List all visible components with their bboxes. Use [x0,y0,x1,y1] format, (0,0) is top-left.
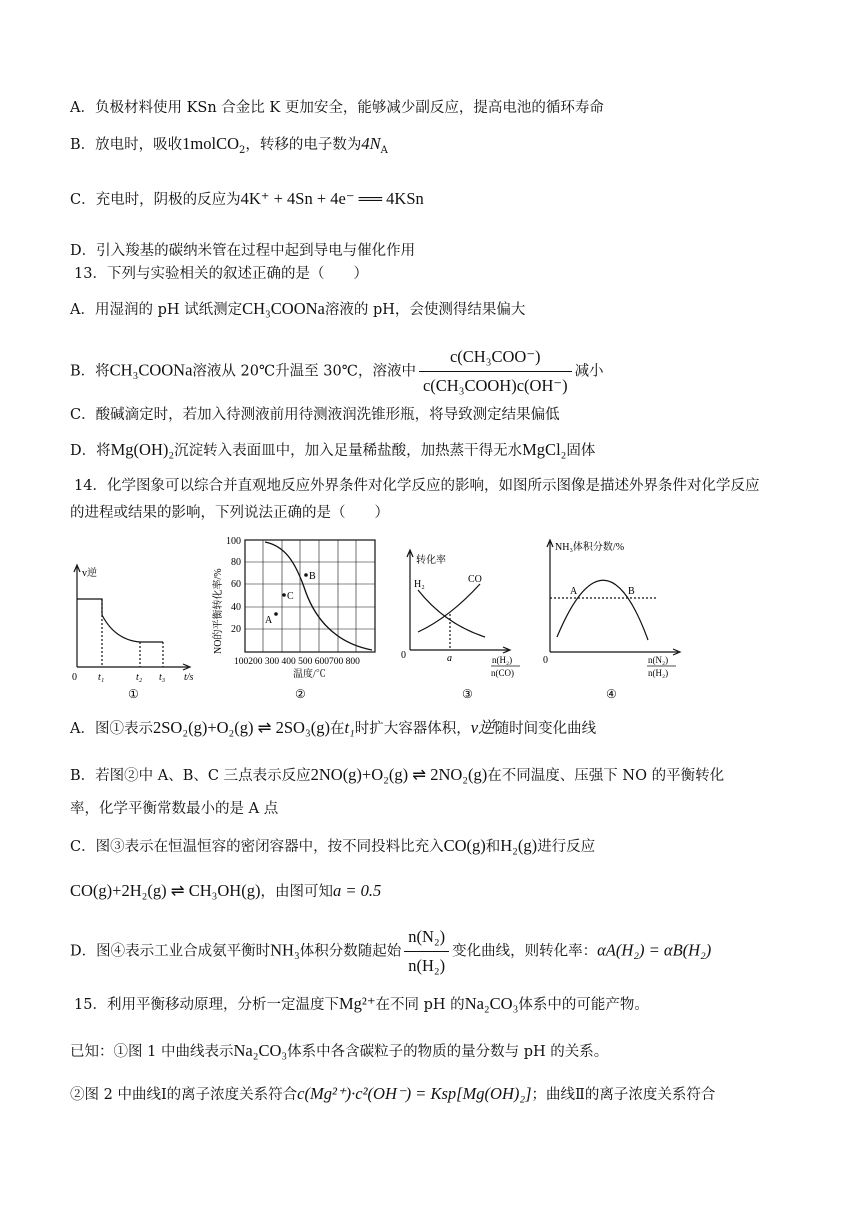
q12-b-pre: B．放电时，吸收 [70,137,183,153]
fig3-curve-h2: H₂ [414,579,425,590]
q14-figures [60,532,800,712]
q14-d-mid2: 变化曲线，则转化率： [452,943,598,960]
q14-b-post: 在不同温度、压强下 NO 的平衡转化 [487,768,725,784]
fig2-label-c: C [287,591,294,602]
q15-stem-pre: 15．利用平衡移动原理，分析一定温度下 [74,997,339,1013]
q13-d-pre: D．将 [70,443,111,459]
q14-a-mid: 在 [329,721,345,737]
fig2-label-b: B [309,571,316,582]
fig4-origin: 0 [543,655,548,666]
q14-option-b [70,764,724,787]
fig2-label-a: A [265,615,273,626]
q14-option-b-line2: 率，化学平衡常数最小的是 A 点 [70,801,279,817]
q14-d-nh3: NH₃ [270,940,300,960]
fig2-ytick-100: 100 [226,536,241,547]
q15-known-post: 体系中各含碳粒子的物质的量分数与 pH 的关系。 [287,1044,609,1060]
q15-known-pre: 已知：①图 1 中曲线表示 [70,1044,234,1060]
fig3-origin: 0 [401,650,406,661]
fig4-point-a: A [570,586,578,597]
fig4-caption: ④ [606,687,617,701]
q14-d-eq: αA(H₂) = αB(H₂) [597,940,712,960]
fig4-point-b: B [628,586,635,597]
fig1-caption: ① [128,687,139,701]
q14-c-conc: ，由图可知 [260,884,333,900]
q12-c-eq: 4K⁺ + 4Sn + 4e⁻ ══ 4KSn [240,189,424,208]
q13-b-num: c(CH₃COO⁻) [419,344,572,372]
q15-stem-mg: Mg²⁺ [338,994,376,1013]
fig1-xlabel: t/s [184,672,194,683]
q12-b-mol: 1molCO [182,134,239,153]
q15-known-na: Na₂CO₃ [233,1041,288,1060]
q14-stem-line1: 14．化学图象可以综合并直观地反应外界条件对化学反应的影响，如图所示图像是描述外界条件对化学反应 [74,478,760,494]
q13-b-fraction [419,344,572,399]
fig2-xlabel: 温度/℃ [293,669,326,680]
q12-option-a: A．负极材料使用 KSn 合金比 K 更加安全，能够减少副反应，提高电池的循环寿命 [70,100,604,116]
q14-d-den: n(H₂) [408,956,446,975]
fig1-tick-t3: t₃ [159,672,166,683]
q14-c-and: 和 [485,839,501,855]
fig1-tick-t2: t₂ [136,672,143,683]
q14-a-post: 时扩大容器体积， [354,721,471,737]
q14-a-eq: 2SO₂(g)+O₂(g) ⇌ 2SO₃(g) [152,718,330,737]
fig4-ylabel: NH₃体积分数/% [555,542,625,553]
fig2-point-a [274,612,278,616]
fig1-ylabel: v逆 [82,568,97,579]
q12-option-b: B．放电时，吸收1molCO$_2$，转移的电子数为$4N_A$ [70,134,388,156]
fig1-origin: 0 [72,672,77,683]
q13-a-pre: A．用湿润的 pH 试纸测定 [70,302,243,318]
q15-stem-mid: 在不同 pH 的 [375,997,465,1013]
q14-c-co: CO(g) [443,836,486,855]
figure-4 [547,540,680,655]
q13-stem: 13．下列与实验相关的叙述正确的是（ ） [74,266,368,282]
fig1-tick-t1: t₁ [98,672,105,683]
q13-d-chem2: MgCl₂ [522,440,567,459]
q15-known-2 [70,1083,715,1106]
q13-b-pre: B．将 [70,363,110,380]
q13-d-post: 固体 [566,443,596,459]
q13-option-b [70,344,604,399]
q14-a-t1: t₁ [344,718,355,737]
q13-b-mid: 溶液从 20℃升温至 30℃，溶液中 [192,363,416,380]
fig3-curve-co: CO [468,574,482,585]
q14-b-pre: B．若图②中 A、B、C 三点表示反应 [70,768,311,784]
fig3-xlabel-den: n(CO) [491,668,514,678]
q13-d-mid: 沉淀转入表面皿中，加入足量稀盐酸，加热蒸干得无水 [174,443,523,459]
fig2-xticks: 100200 300 400 500 600700 800 [234,657,360,667]
q14-stem-line2: 的进程或结果的影响，下列说法正确的是（ ） [70,505,389,521]
figure-2 [245,540,375,652]
q13-b-chem: CH₃COONa [109,360,193,380]
q14-d-pre: D．图④表示工业合成氨平衡时 [70,943,271,960]
q13-b-den: c(CH₃COOH)c(OH⁻) [422,376,568,395]
fig4-xlabel-num: n(N₂) [648,655,669,665]
q14-b-eq: 2NO(g)+O₂(g) ⇌ 2NO₂(g) [310,765,488,784]
q15-stem [74,993,649,1016]
q14-c-h2: H₂(g) [500,836,538,855]
fig3-xlabel-num: n(H₂) [492,655,513,665]
fig2-point-c [282,593,286,597]
q14-option-d [70,924,711,979]
fig2-ytick-80: 80 [231,557,241,568]
q13-option-c: C．酸碱滴定时，若加入待测液前用待测液润洗锥形瓶，将导致测定结果偏低 [70,407,560,423]
q15-stem-na: Na₂CO₃ [464,994,519,1013]
q13-option-a [70,298,525,321]
q14-a-pre: A．图①表示 [70,721,153,737]
q14-c-a: a = 0.5 [332,881,382,900]
q13-option-d [70,439,595,462]
q14-c-pre: C．图③表示在恒温恒容的密闭容器中，按不同投料比充入 [70,839,444,855]
q13-b-post: 减小 [574,363,604,380]
fig3-ylabel: 转化率 [416,555,446,566]
q14-a-v: v逆 [470,718,495,737]
q14-option-c-line2 [70,880,381,903]
q13-a-post: 溶液的 pH，会使测得结果偏大 [324,302,526,318]
q14-d-mid: 体积分数随起始 [299,943,402,960]
q15-known-1 [70,1040,608,1063]
q12-option-d: D．引入羧基的碳纳米管在过程中起到导电与催化作用 [70,243,416,259]
q14-option-a [70,717,596,740]
q14-option-c [70,835,595,858]
q15-known2-eq: c(Mg²⁺)·c²(OH⁻) = Ksp[Mg(OH)₂] [297,1084,532,1103]
q13-d-chem: Mg(OH)₂ [110,440,175,459]
fig2-ytick-60: 60 [231,579,241,590]
fig2-ytick-20: 20 [231,624,241,635]
fig2-ylabel: NO的平衡转化率/% [213,568,224,654]
fig3-xmark: a [447,653,452,664]
q12-option-c [70,188,424,211]
q14-c-eq: CO(g)+2H₂(g) ⇌ CH₃OH(g) [70,881,261,900]
fig2-point-b [304,573,308,577]
fig3-caption: ③ [462,687,473,701]
fig2-caption: ② [295,687,306,701]
q15-known2-pre: ②图 2 中曲线Ⅰ的离子浓度关系符合 [70,1087,298,1103]
q12-b-mid: ，转移的电子数为 [245,137,362,153]
fig2-ytick-40: 40 [231,602,241,613]
q14-c-post: 进行反应 [537,839,596,855]
q14-d-num: n(N₂) [404,924,449,952]
fig4-xlabel-den: n(H₂) [648,668,669,678]
q14-a-end: 随时间变化曲线 [494,721,597,737]
figure-1 [74,565,190,670]
q15-known2-post: ；曲线Ⅱ的离子浓度关系符合 [531,1087,716,1103]
q12-b-na: 4N [361,134,381,153]
q15-stem-post: 体系中的可能产物。 [518,997,649,1013]
q12-c-pre: C．充电时，阴极的反应为 [70,192,241,208]
q13-a-chem: CH₃COONa [242,299,325,318]
q14-d-fraction [404,924,449,979]
